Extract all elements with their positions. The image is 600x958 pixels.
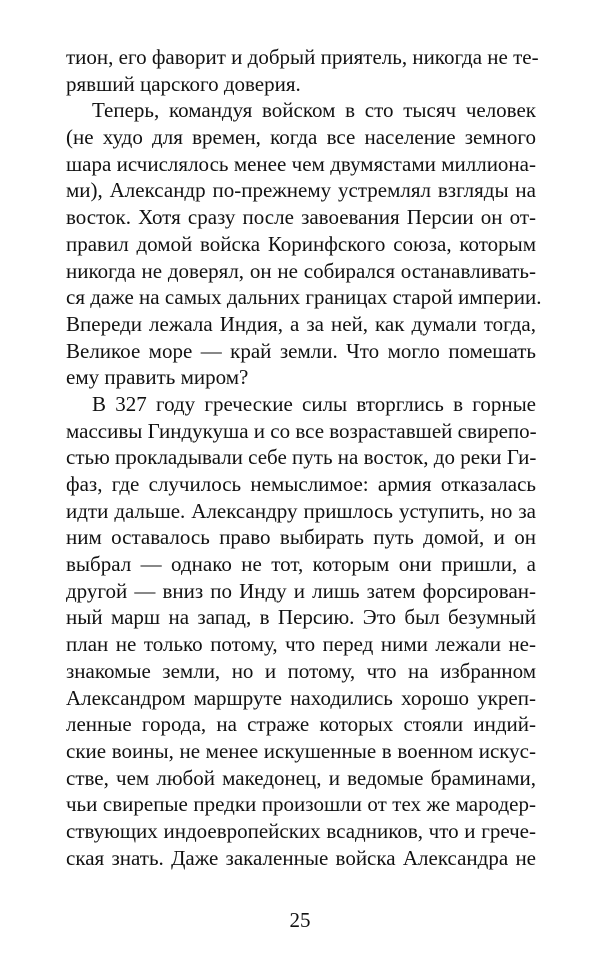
- text-line: никогда не доверял, он не собирался останавливать-: [66, 258, 536, 283]
- text-line: идти дальше. Александру пришлось уступить, но за: [66, 498, 536, 523]
- text-line: тион, его фаворит и добрый приятель, никогда не те-: [66, 45, 539, 69]
- text-line: Впереди лежала Индия, а за ней, как думали тогда,: [66, 311, 536, 336]
- text-line: ские воины, не менее искушенные в военном искус-: [66, 738, 536, 763]
- text-line: ми), Александр по-прежнему устремлял взгляды на: [66, 178, 536, 203]
- text-line: В 327 году греческие силы вторглись в горные: [92, 391, 536, 416]
- text-line: восток. Хотя сразу после завоевания Персии он от-: [66, 205, 536, 230]
- text-line: рявший царского доверия.: [66, 71, 301, 96]
- text-line: правил домой войска Коринфского союза, которым: [66, 231, 536, 256]
- text-line: ся даже на самых дальних границах старой империи.: [66, 285, 542, 310]
- text-line: массивы Гиндукуша и со все возраставшей свирепо-: [66, 418, 537, 443]
- text-line: Теперь, командуя войском в сто тысяч человек: [92, 98, 536, 123]
- text-line: ему править миром?: [66, 365, 249, 390]
- text-line: Александром маршруте находились хорошо укреп-: [66, 685, 536, 710]
- text-line: выбрал — однако не тот, которым они пришли, а: [66, 552, 536, 577]
- text-line: шара исчислялось менее чем двумястами миллиона-: [66, 151, 536, 176]
- text-line: (не худо для времен, когда все население земного: [66, 125, 536, 150]
- text-line: знакомые земли, но и потому, что на избранном: [66, 658, 536, 683]
- text-line: план не только потому, что перед ними лежали не-: [66, 632, 536, 657]
- text-line: Великое море — край земли. Что могло помешать: [66, 338, 536, 363]
- text-line: стве, чем любой македонец, и ведомые браминами,: [66, 765, 536, 790]
- text-line: фаз, где случилось немыслимое: армия отказалась: [66, 472, 536, 496]
- page-number: 25: [289, 908, 311, 932]
- text-line: ный марш на запад, в Персию. Это был безумный: [66, 605, 536, 630]
- text-line: другой — вниз по Инду и лишь затем форсирован-: [66, 578, 536, 603]
- text-line: ствующих индоевропейских всадников, что и грече-: [66, 818, 536, 843]
- text-line: ним оставалось право выбирать путь домой, и он: [66, 525, 536, 550]
- page-body: [66, 44, 542, 871]
- text-line: стью прокладывали себе путь на восток, до реки Ги-: [66, 445, 537, 470]
- text-line: чьи свирепые предки произошли от тех же мародер-: [66, 792, 536, 817]
- text-line: ская знать. Даже закаленные войска Александра не: [66, 845, 536, 870]
- text-line: ленные города, на страже которых стояли индий-: [66, 712, 536, 737]
